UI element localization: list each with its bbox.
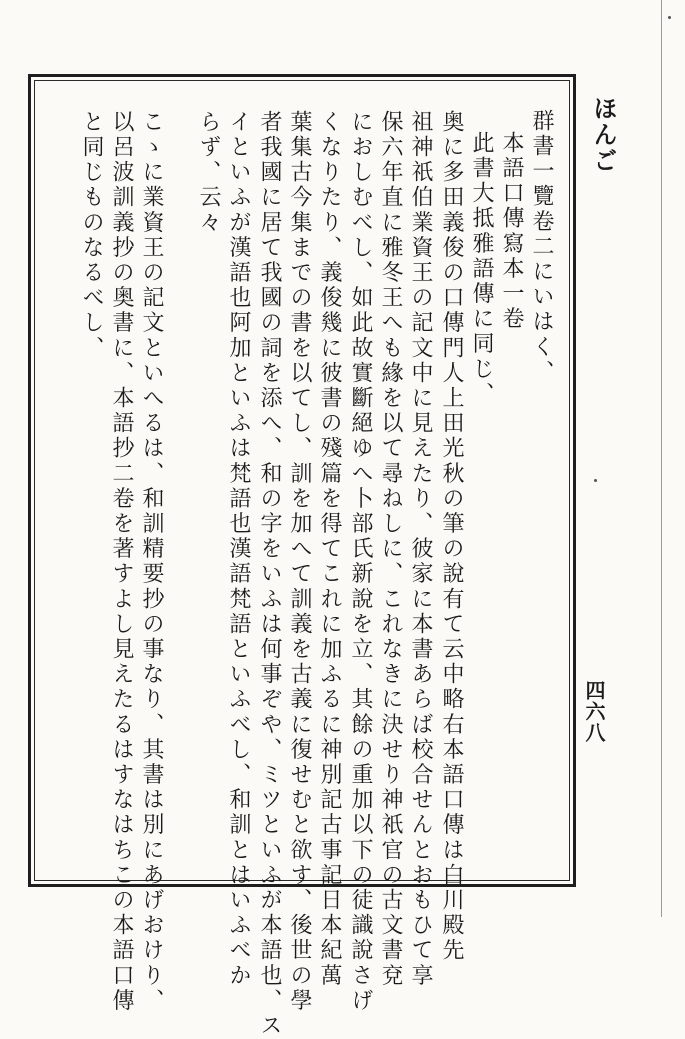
text-column-3: 此書大抵雅語傳に同じ、 [469, 131, 494, 408]
text-column-11: イといふが漢語也阿加といふは梵語也漢語梵語といふべし、和訓とはいふべか [226, 110, 251, 989]
text-column-13: こゝに業資王の記文といへるは、和訓精要抄の事なり、其書は別にあげおけり、 [139, 110, 164, 1014]
text-column-6: 保六年直に雅冬王へも緣を以て尋ねしに、これなきに決せり神祇官の古文書兗 [378, 110, 403, 989]
page-number: 四六八 [582, 680, 606, 743]
scan-speck [668, 16, 671, 19]
text-column-1: 群書一覽卷二にいはく、 [529, 109, 554, 386]
text-column-4: 奥に多田義俊の口傳門人上田光秋の筆の說有て云中略右本語口傳は白川殿先 [439, 110, 464, 964]
text-column-7: におしむべし、如此故實斷絕ゆへ卜部氏新說を立、其餘の重加以下の徒識說さげ [348, 110, 373, 1014]
text-column-15: と同じものなるべし、 [79, 110, 104, 361]
text-column-14: 以呂波訓義抄の奥書に、本語抄二卷を著すよし見えたるはすなはちこの本語口傳 [109, 110, 134, 1014]
running-head: ほんご [589, 96, 618, 174]
text-column-8: くなりたり、義俊幾に彼書の殘篇を得てこれに加ふるに神別記古事記日本紀萬 [317, 110, 342, 989]
text-column-5: 祖神祇伯業資王の記文中に見えたり、彼家に本書あらば校合せんとおもひて享 [408, 110, 433, 989]
scan-speck [594, 479, 597, 482]
text-column-12: らず、云々 [196, 110, 221, 236]
text-column-10: 者我國に居て我國の詞を添へ、和の字をいふは何事ぞや、ミツといふが本語也、ス [257, 110, 282, 1039]
scan-edge-line [661, 0, 662, 917]
text-column-9: 葉集古今集までの書を以てし、訓を加へて訓義を古義に復せむと欲す、後世の學 [287, 110, 312, 1014]
text-column-2: 本語口傳寫本一卷 [499, 131, 524, 332]
